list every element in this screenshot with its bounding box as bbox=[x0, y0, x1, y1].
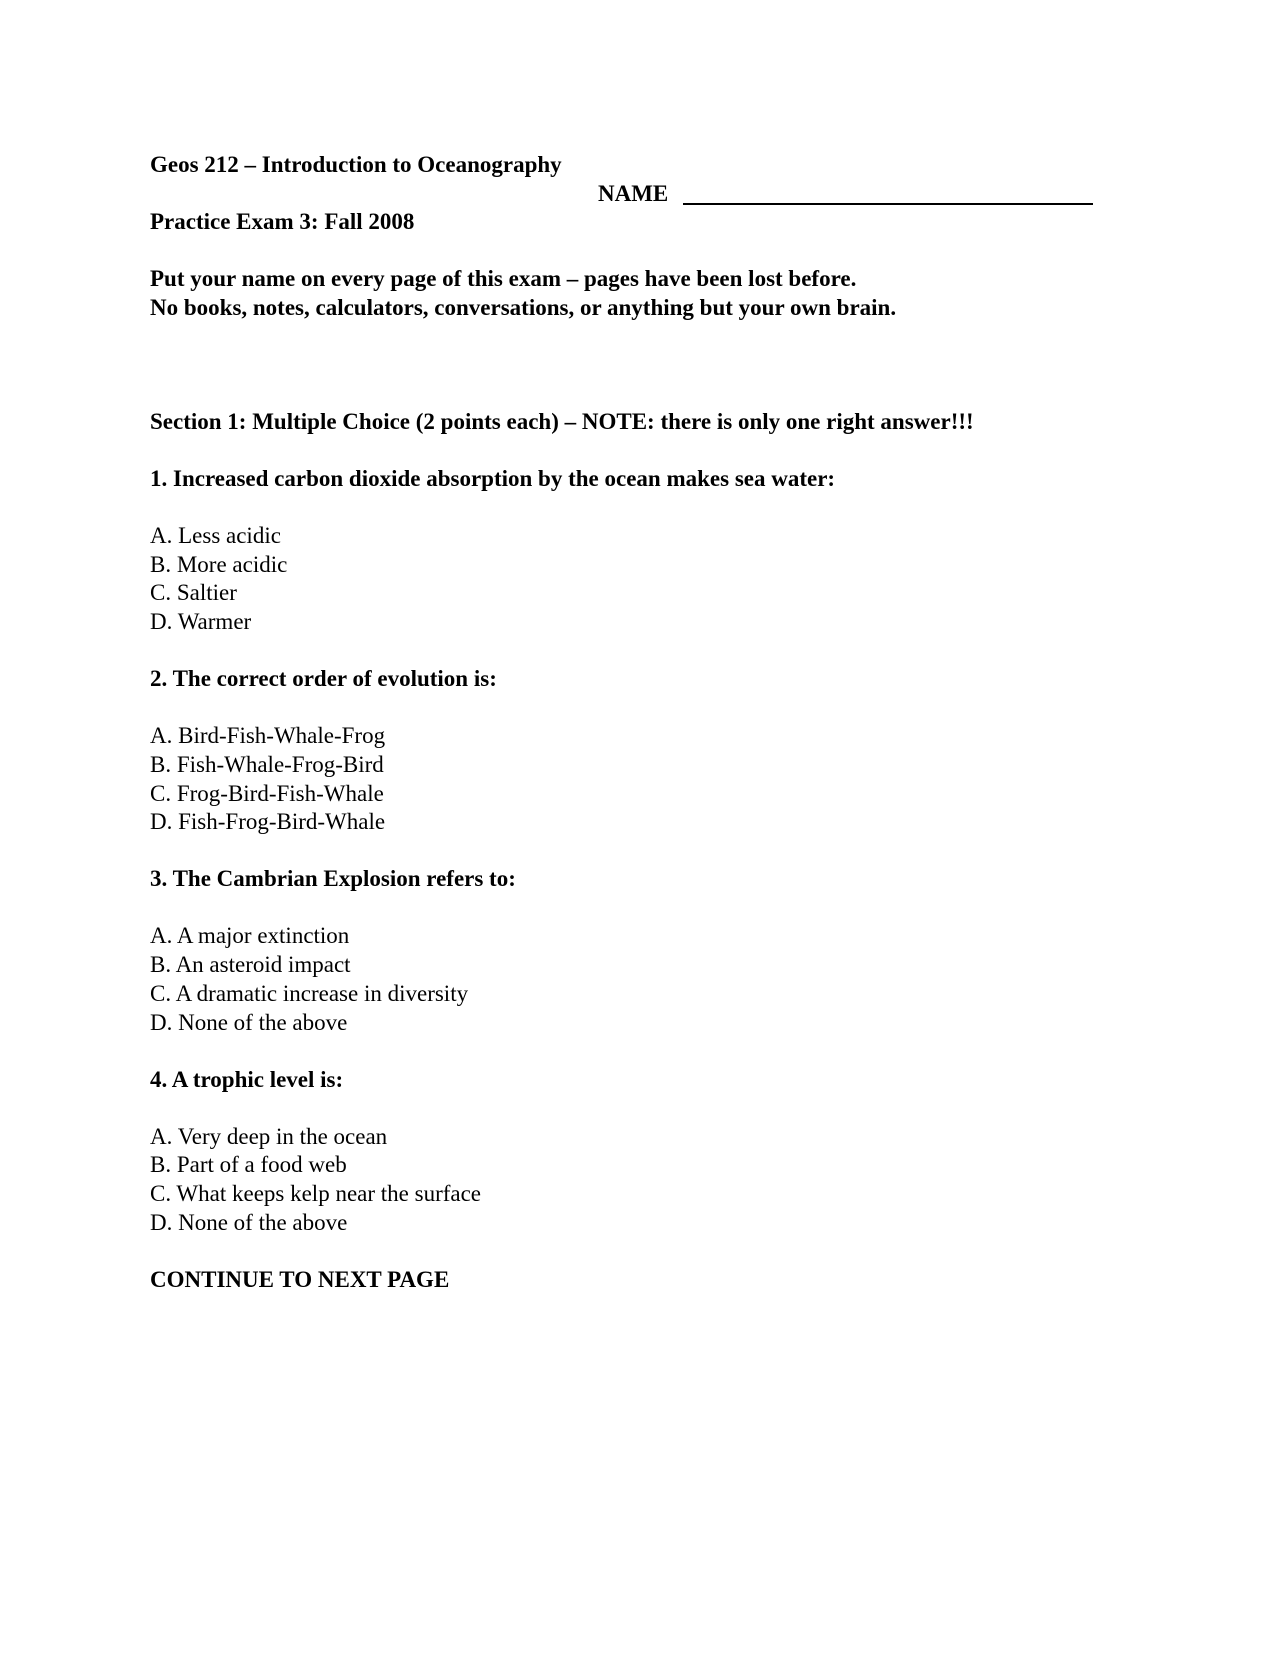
answer-option: A. Very deep in the ocean bbox=[150, 1124, 388, 1149]
answer-option: B. An asteroid impact bbox=[150, 952, 351, 977]
answer-option: A. Bird-Fish-Whale-Frog bbox=[150, 723, 386, 748]
answer-option: C. A dramatic increase in diversity bbox=[150, 981, 469, 1006]
instruction-line-1: Put your name on every page of this exam – pages have been lost before. bbox=[150, 266, 857, 291]
answer-option: B. Fish-Whale-Frog-Bird bbox=[150, 752, 384, 777]
answer-option: D. Fish-Frog-Bird-Whale bbox=[150, 809, 386, 834]
answer-option: B. Part of a food web bbox=[150, 1152, 347, 1177]
exam-title: Practice Exam 3: Fall 2008 bbox=[150, 209, 415, 234]
course-title: Geos 212 – Introduction to Oceanography bbox=[150, 152, 562, 177]
question-prompt: 1. Increased carbon dioxide absorption by the ocean makes sea water: bbox=[150, 466, 836, 491]
answer-option: C. Frog-Bird-Fish-Whale bbox=[150, 781, 384, 806]
answer-option: C. Saltier bbox=[150, 580, 237, 605]
answer-option: A. Less acidic bbox=[150, 523, 281, 548]
answer-option: C. What keeps kelp near the surface bbox=[150, 1181, 482, 1206]
answer-option: D. Warmer bbox=[150, 609, 252, 634]
answer-option: A. A major extinction bbox=[150, 923, 350, 948]
question-prompt: 4. A trophic level is: bbox=[150, 1067, 344, 1092]
answer-option: D. None of the above bbox=[150, 1010, 348, 1035]
question-prompt: 3. The Cambrian Explosion refers to: bbox=[150, 866, 516, 891]
instruction-line-2: No books, notes, calculators, conversations, or anything but your own brain. bbox=[150, 295, 897, 320]
question-prompt: 2. The correct order of evolution is: bbox=[150, 666, 497, 691]
name-blank-line bbox=[683, 203, 1093, 205]
section-heading: Section 1: Multiple Choice (2 points each) – NOTE: there is only one right answer!!! bbox=[150, 409, 974, 434]
continue-notice: CONTINUE TO NEXT PAGE bbox=[150, 1267, 450, 1292]
answer-option: D. None of the above bbox=[150, 1210, 348, 1235]
name-label: NAME bbox=[598, 181, 669, 206]
answer-option: B. More acidic bbox=[150, 552, 288, 577]
